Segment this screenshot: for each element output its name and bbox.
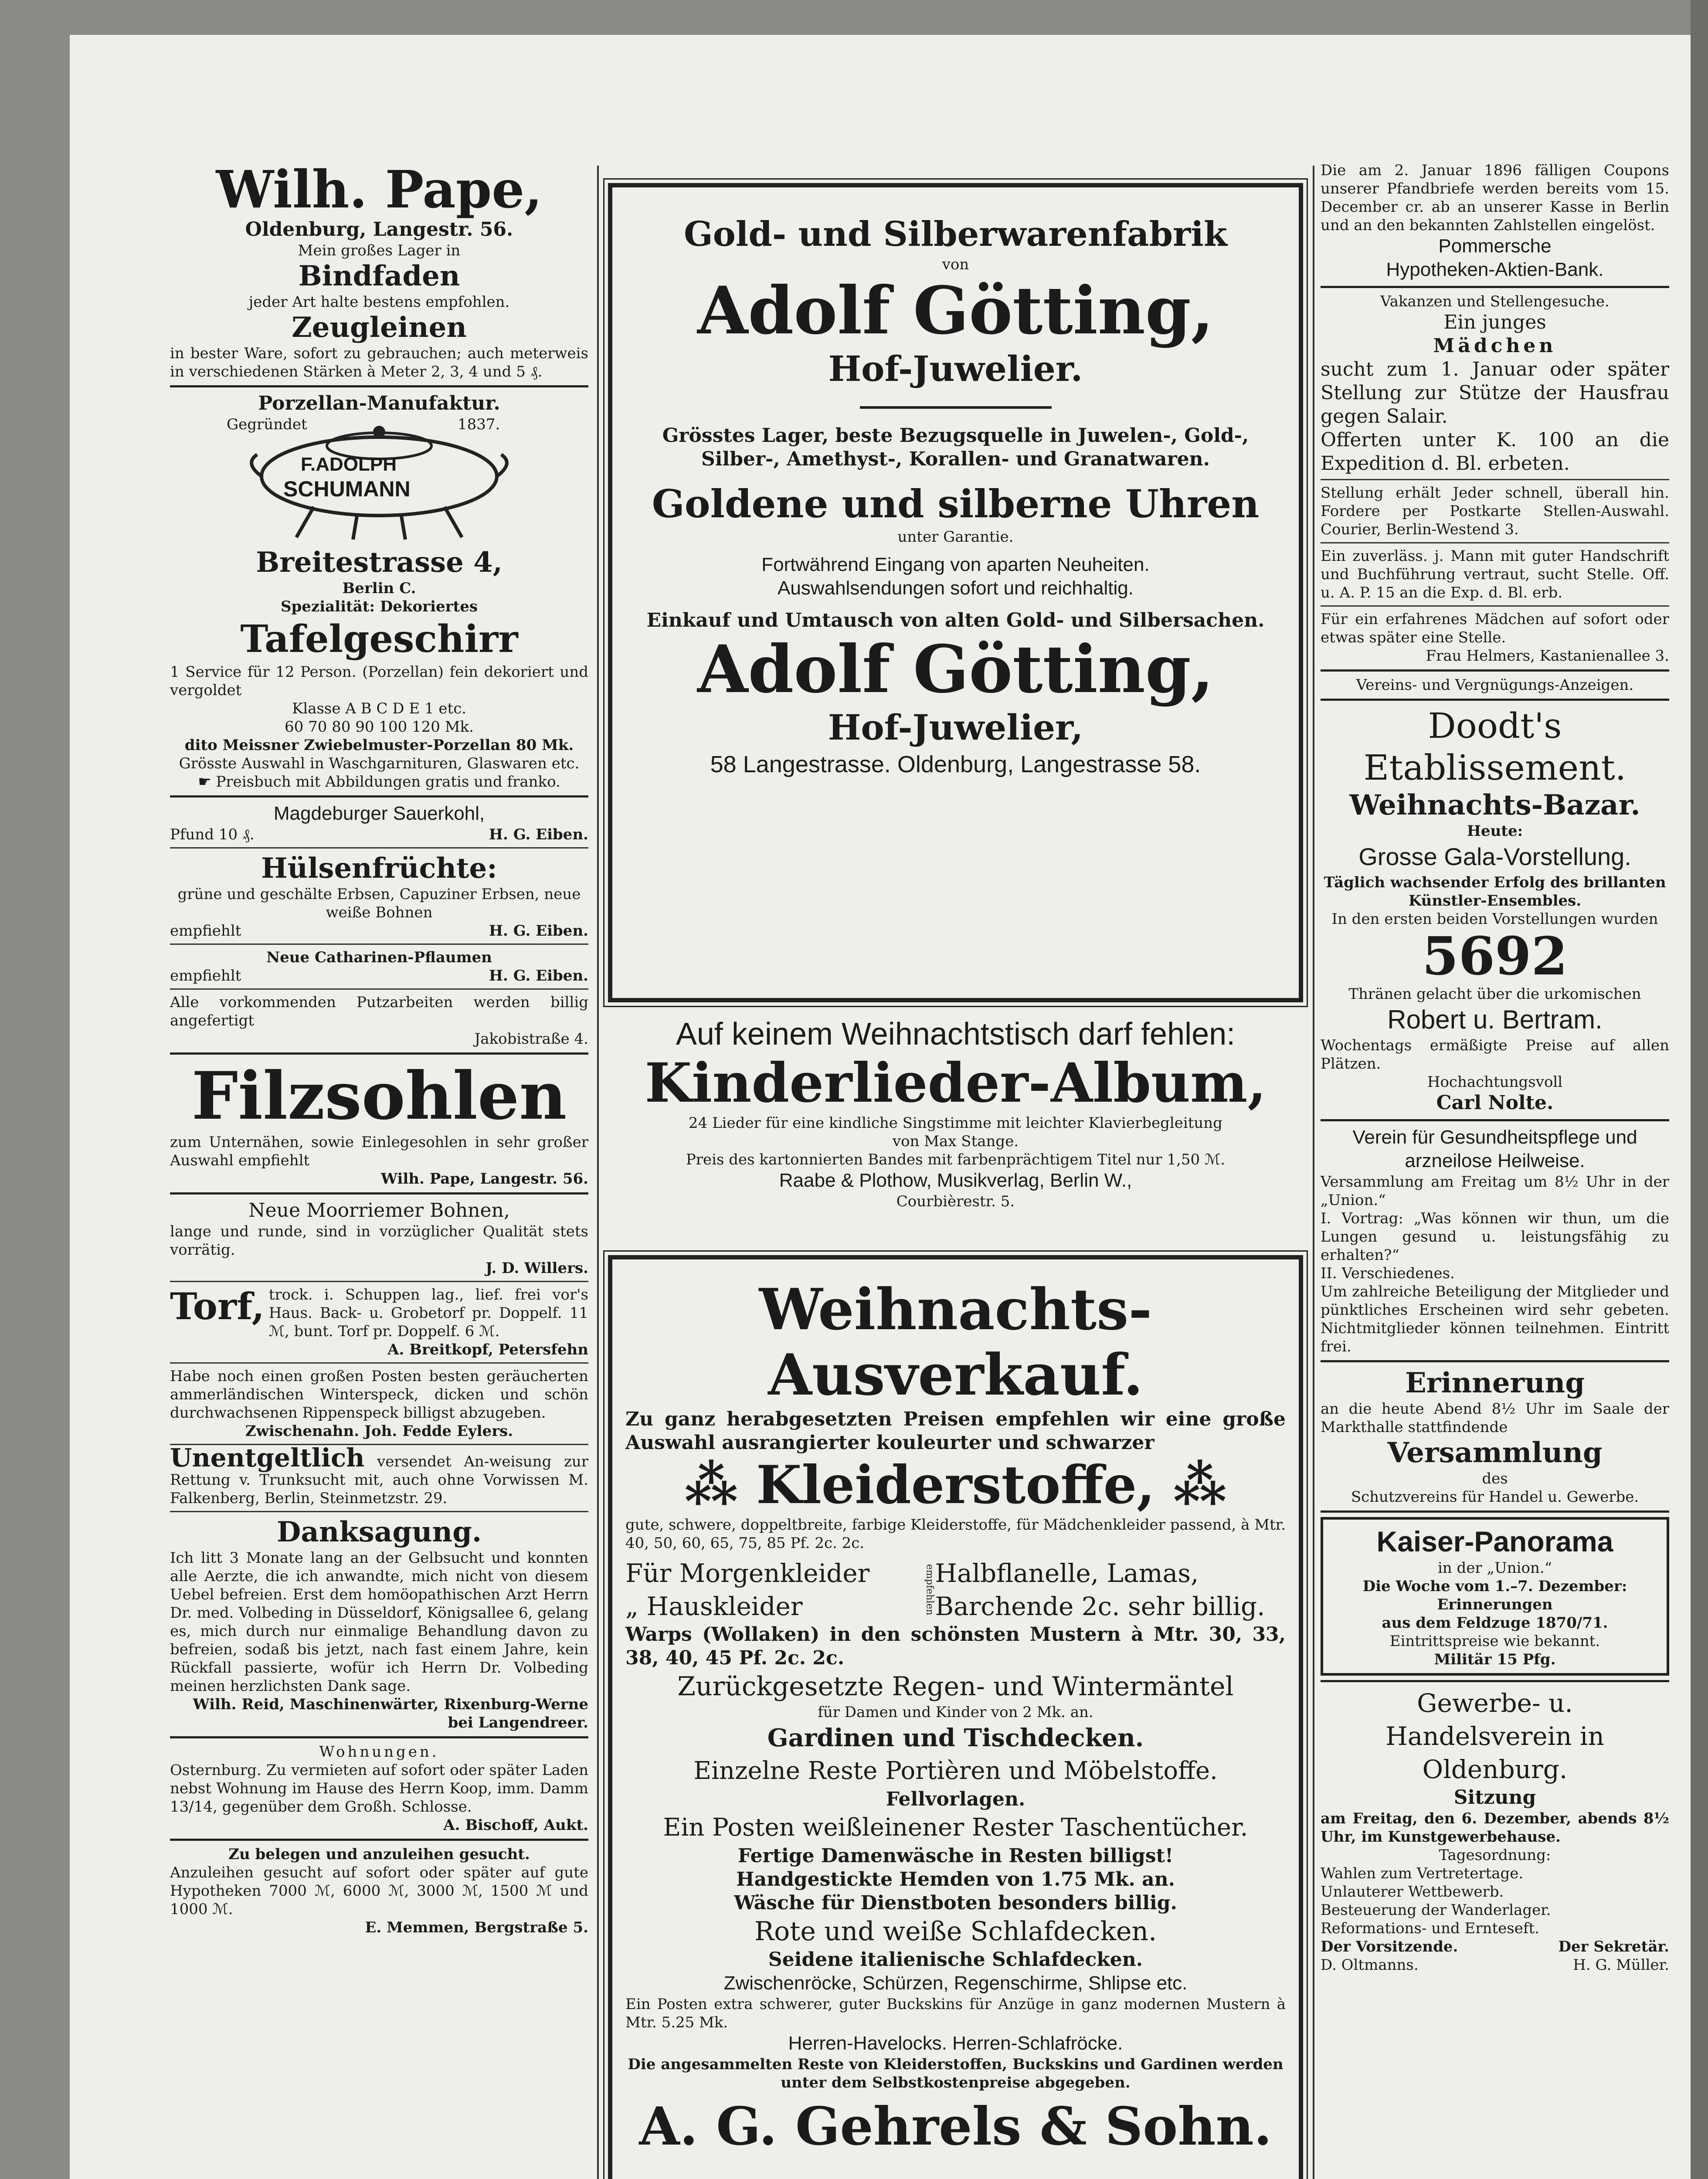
goetting-name: Adolf Götting,	[697, 631, 1214, 708]
trunk-text: versendet An-weisung zur Rettung v. Trunksucht mit, auch ohne Vorwissen M. Falkenberg, Berlin, Steinmetzstr. 29.	[170, 1453, 589, 1507]
kinder-publisher: Raabe & Plothow, Musikverlag, Berlin W.,	[779, 1170, 1132, 1191]
divider	[1321, 605, 1669, 607]
schumann-year: 1837.	[458, 416, 500, 433]
gewerbe-heading: Gewerbe- u. Handelsverein in Oldenburg.	[1385, 1688, 1604, 1784]
gewerbe-sign: H. G. Müller.	[1573, 1956, 1669, 1974]
putz-text: Alle vorkommenden Putzarbeiten werden billig angefertigt	[170, 994, 588, 1029]
schumann-text: Klasse A B C D E 1 etc.	[292, 700, 467, 717]
stellen-text: Für ein erfahrenes Mädchen auf sofort oder etwas später eine Stelle.	[1321, 611, 1669, 646]
eiben-name: H. G. Eiben.	[489, 922, 588, 940]
heil-heading: Verein für Gesundheitspflege und arzneilose Heilweise.	[1352, 1127, 1637, 1171]
schumann-text: Grösste Auswahl in Waschgarnituren, Glaswaren etc.	[179, 755, 580, 772]
kaiser-text: Militär 15 Pfg.	[1434, 1651, 1556, 1668]
bohnen-name: J. D. Willers.	[486, 1259, 588, 1277]
gehrels-text: Barchende 2c. sehr billig.	[935, 1592, 1265, 1621]
divider	[1321, 699, 1669, 701]
geld-text: Anzuleihen gesucht auf sofort oder später auf gute Hypotheken 7000 ℳ, 6000 ℳ, 3000 ℳ, 1500 ℳ und 1000 ℳ.	[170, 1864, 588, 1918]
filz-name: Wilh. Pape, Langestr. 56.	[380, 1170, 588, 1188]
ad-torf	[170, 1286, 588, 1341]
heil-text: Versammlung am Freitag um 8½ Uhr in der „Union.“	[1321, 1173, 1669, 1209]
filz-heading: Filzsohlen	[191, 1058, 567, 1134]
pape-bindfaden: Bindfaden	[298, 260, 460, 292]
gewerbe-sitzung: Sitzung	[1453, 1786, 1536, 1809]
divider	[170, 1362, 588, 1364]
gehrels-text: Ein Posten weißleinener Rester Taschentücher.	[663, 1813, 1248, 1842]
goetting-heading: Gold- und Silberwarenfabrik	[684, 214, 1227, 254]
pape-line: jeder Art halte bestens empfohlen.	[248, 293, 510, 311]
ad-gehrels	[608, 1255, 1303, 2179]
dank-heading: Danksagung.	[276, 1516, 482, 1548]
doodt-text: Hochachtungsvoll	[1427, 1073, 1563, 1091]
torf-name: A. Breitkopf, Petersfehn	[387, 1341, 588, 1358]
stellen-text: Mädchen	[1433, 335, 1557, 357]
doodt-name: Carl Nolte.	[1436, 1092, 1554, 1114]
pomm-heading: Hypotheken-Aktien-Bank.	[1386, 259, 1604, 280]
pape-address: Oldenburg, Langestr. 56.	[245, 218, 513, 241]
gehrels-text: Handgestickte Hemden von 1.75 Mk. an.	[736, 1868, 1175, 1891]
speck-text: Habe noch einen großen Posten besten geräucherten ammerländischen Winterspeck, dicken und schön durchwachsenen Rippenspeck billigst abzugeben.	[170, 1368, 588, 1422]
schumann-heading: Porzellan-Manufaktur.	[258, 392, 500, 414]
schumann-logo-text: SCHUMANN	[283, 477, 411, 501]
gehrels-text: Zwischenröcke, Schürzen, Regenschirme, Shlipse etc.	[723, 1972, 1188, 1994]
pointing-hand-icon: ☛	[198, 773, 216, 791]
eiben-name: H. G. Eiben.	[489, 826, 588, 843]
erin-text: Schutzvereins für Handel u. Gewerbe.	[1351, 1488, 1639, 1506]
gewerbe-sign: Der Sekretär.	[1558, 1938, 1669, 1955]
eiben-heading: Neue Catharinen-Pflaumen	[266, 949, 492, 966]
kaiser-text: aus dem Feldzuge 1870/71.	[1382, 1614, 1608, 1632]
eiben-line: grüne und geschälte Erbsen, Capuziner Erbsen, neue weiße Bohnen	[177, 886, 581, 921]
page-binding-edge	[1691, 0, 1708, 2179]
kinder-heading: Auf keinem Weihnachtstisch darf fehlen:	[676, 1017, 1236, 1052]
speck-name: Zwischenahn. Joh. Fedde Eylers.	[245, 1422, 513, 1440]
divider	[1321, 542, 1669, 543]
doodt-gala: Grosse Gala-Vorstellung.	[1358, 843, 1631, 870]
goetting-text: unter Garantie.	[897, 528, 1014, 546]
divider	[170, 1736, 588, 1738]
gehrels-text: Warps (Wollaken) in den schönsten Mustern à Mtr. 30, 33, 38, 40, 45 Pf. 2c. 2c.	[625, 1623, 1286, 1669]
eiben-heading: Hülsenfrüchte:	[261, 852, 497, 885]
ad-kaiser-panorama	[1321, 1517, 1669, 1676]
goetting-von: von	[942, 256, 969, 273]
torf-heading: Torf,	[170, 1285, 265, 1328]
divider	[170, 847, 588, 849]
gehrels-text: Halbflanelle, Lamas,	[935, 1558, 1199, 1588]
wohn-text: Osternburg. Zu vermieten auf sofort oder später Laden nebst Wohnung im Hause des Herrn Koop, imm. Damm 13/14, gegenüber dem Großh. Schlosse.	[170, 1762, 588, 1816]
divider	[1321, 1119, 1669, 1121]
schumann-founded: Gegründet	[227, 416, 307, 433]
stellen-text: sucht zum 1. Januar oder später Stellung zur Stütze der Hausfrau gegen Salair.	[1321, 358, 1669, 428]
doodt-text: Wochentags ermäßigte Preise auf allen Plätzen.	[1321, 1037, 1669, 1073]
doodt-bazar: Weihnachts-Bazar.	[1349, 789, 1640, 821]
trunk-heading: Unentgeltlich	[170, 1443, 365, 1473]
column-divider	[1313, 166, 1314, 2179]
wohn-name: A. Bischoff, Aukt.	[443, 1816, 588, 1834]
gewerbe-sign: Der Vorsitzende.	[1321, 1938, 1458, 1955]
gehrels-text: für Damen und Kinder von 2 Mk. an.	[818, 1704, 1093, 1721]
torf-text: trock. i. Schuppen lag., lief. frei vor's Haus. Back- u. Grobetorf pr. Doppelf. 11 ℳ, bunt. Torf pr. Doppelf. 6 ℳ.	[268, 1286, 588, 1340]
bohnen-text: lange und runde, sind in vorzüglicher Qualität stets vorrätig.	[170, 1223, 588, 1259]
gewerbe-sign: D. Oltmanns.	[1321, 1956, 1419, 1974]
goetting-text: Auswahlsendungen sofort und reichhaltig.	[778, 577, 1134, 599]
doodt-heading: Doodt's Etablissement.	[1363, 706, 1627, 788]
gehrels-text: empfehlen	[924, 1564, 935, 1616]
erin-text: an die heute Abend 8½ Uhr im Saale der Markthalle stattfindende	[1321, 1400, 1669, 1436]
gehrels-text: „ Hauskleider	[625, 1592, 803, 1621]
pape-zeugleinen: Zeugleinen	[292, 311, 467, 344]
goetting-uhren: Goldene und silberne Uhren	[652, 481, 1260, 526]
pape-text: in bester Ware, sofort zu gebrauchen; auch meterweis in verschiedenen Stärken à Meter 2, 3, 4 und 5 ₰.	[170, 345, 588, 380]
right-column	[1321, 161, 1669, 1974]
ornament-icon: ⁂	[684, 1454, 757, 1516]
stellen-text: Frau Helmers, Kastanienallee 3.	[1426, 647, 1669, 665]
stellen-text: Ein zuverläss. j. Mann mit guter Handschrift und Buchführung vertraut, sucht Stelle. Off. u. A. P. 15 an die Exp. d. Bl. erb.	[1321, 547, 1669, 601]
dank-name: Wilh. Reid, Maschinenwärter, Rixenburg-Werne bei Langendreer.	[193, 1696, 588, 1731]
divider	[1321, 669, 1669, 672]
goetting-name: Adolf Götting,	[697, 272, 1214, 349]
gehrels-text: Die angesammelten Reste von Kleiderstoffen, Buckskins und Gardinen werden unter dem Selbstkostenpreise abgegeben.	[628, 2056, 1284, 2091]
wohn-heading: Wohnungen.	[319, 1743, 439, 1761]
schumann-spec: Spezialität: Dekoriertes	[280, 598, 478, 615]
kinder-price: Preis des kartonnierten Bandes mit farbenprächtigem Titel nur 1,50 ℳ.	[686, 1151, 1226, 1168]
kinder-text: 24 Lieder für eine kindliche Singstimme mit leichter Klavierbegleitung	[689, 1114, 1222, 1132]
schumann-logo-text: F.ADOLPH	[301, 454, 397, 475]
stellen-text: Stellung erhält Jeder schnell, überall hin. Fordere per Postkarte Stellen-Auswahl. Courier, Berlin-Westend 3.	[1321, 484, 1669, 538]
schumann-tafelgeschirr: Tafelgeschirr	[240, 617, 518, 661]
gewerbe-text: Besteuerung der Wanderlager.	[1321, 1901, 1551, 1919]
goetting-subtitle: Hof-Juwelier.	[828, 348, 1083, 389]
goetting-text: Einkauf und Umtausch von alten Gold- und Silbersachen.	[646, 609, 1265, 631]
divider	[1321, 479, 1669, 480]
divider	[170, 1839, 588, 1841]
ad-pape	[170, 161, 588, 381]
gehrels-text: Ein Posten extra schwerer, guter Buckskins für Anzüge in ganz modernen Mustern à Mtr. 5.25 Mk.	[625, 1996, 1286, 2031]
geld-heading: Zu belegen und anzuleihen gesucht.	[228, 1846, 530, 1863]
gehrels-heading: Weihnachts-Ausverkauf.	[759, 1276, 1152, 1408]
gehrels-text: Rote und weiße Schlafdecken.	[754, 1916, 1157, 1947]
filz-text: zum Unternähen, sowie Einlegesohlen in sehr großer Auswahl empfiehlt	[170, 1134, 588, 1169]
schumann-text: dito Meissner Zwiebelmuster-Porzellan 80 Mk.	[184, 737, 574, 754]
pomm-text: Die am 2. Januar 1896 fälligen Coupons unserer Pfandbriefe werden bereits vom 15. December cr. ab an unserer Kasse in Berlin und an den bekannten Zahlstellen eingelöst.	[1321, 162, 1669, 234]
geld-name: E. Memmen, Bergstraße 5.	[365, 1919, 588, 1936]
putz-address: Jakobistraße 4.	[474, 1030, 588, 1048]
stellen-text: Ein junges	[1443, 311, 1546, 333]
kaiser-text: Eintrittspreise wie bekannt.	[1389, 1633, 1600, 1650]
gehrels-text: Einzelne Reste Portièren und Möbelstoffe.	[693, 1757, 1218, 1785]
eiben-line: Pfund 10 ₰.	[170, 826, 255, 843]
divider	[1321, 1510, 1669, 1513]
ad-goetting	[608, 183, 1303, 1002]
ornament-icon: ⁂	[1155, 1454, 1227, 1516]
gewerbe-text: Wahlen zum Vertretertage.	[1321, 1865, 1524, 1882]
kaiser-text: Die Woche vom 1.–7. Dezember:	[1362, 1578, 1627, 1595]
stellen-heading: Vakanzen und Stellengesuche.	[1380, 293, 1610, 310]
gewerbe-text: Reformations- und Ernteseft.	[1321, 1920, 1539, 1937]
eiben-heading: Magdeburger Sauerkohl,	[273, 803, 485, 824]
dank-text: Ich litt 3 Monate lang an der Gelbsucht und konnten alle Aerzte, die ich anwandte, mich nicht von diesem Uebel befreien. Erst dem homöopathischen Arzt Herrn Dr. med. Volbeding in Düsseldorf, Königsallee 6, gelang es, mich durch nur einmalige Behandlung davon zu befreien, sodaß bis jetzt, nach fast einem Jahre, kein Rückfall passierte, wofür ich Herrn Dr. Volbeding meinen herzlichsten Dank sage.	[170, 1549, 588, 1695]
divider	[170, 1281, 588, 1282]
schumann-logo-area	[170, 415, 588, 546]
heil-text: I. Vortrag: „Was können wir thun, um die Lungen gesund u. leistungsfähig zu erhalten?“	[1321, 1210, 1669, 1264]
eiben-line: empfiehlt	[170, 922, 241, 940]
doodt-number: 5692	[1422, 926, 1568, 987]
kaiser-heading: Kaiser-Panorama	[1376, 1525, 1613, 1558]
gehrels-text: Herren-Havelocks. Herren-Schlafröcke.	[788, 2033, 1123, 2054]
divider	[170, 795, 588, 798]
gehrels-text: Wäsche für Dienstboten besonders billig.	[734, 1892, 1177, 1914]
vereins-heading: Vereins- und Vergnügungs-Anzeigen.	[1356, 676, 1634, 694]
eiben-line: empfiehlt	[170, 967, 241, 984]
divider	[170, 1052, 588, 1055]
erin-heading: Erinnerung	[1405, 1367, 1585, 1399]
divider	[170, 944, 588, 945]
heil-text: II. Verschiedenes.	[1321, 1265, 1455, 1282]
gehrels-text: Zurückgesetzte Regen- und Wintermäntel	[677, 1671, 1234, 1702]
ad-kinderlieder	[608, 1015, 1303, 1211]
divider	[1321, 1360, 1669, 1362]
goetting-subtitle: Hof-Juwelier,	[828, 707, 1083, 748]
gehrels-kleider-row	[625, 1557, 1286, 1623]
doodt-artists: Robert u. Bertram.	[1387, 1005, 1603, 1034]
doodt-text: In den ersten beiden Vorstellungen wurden	[1331, 910, 1658, 928]
divider	[1321, 1680, 1669, 1682]
gehrels-kleiderstoffe: Kleiderstoffe,	[756, 1454, 1155, 1516]
ornament-divider	[630, 403, 1281, 411]
gehrels-text: Seidene italienische Schlafdecken.	[768, 1948, 1143, 1971]
ad-eiben	[170, 802, 588, 985]
divider	[1321, 286, 1669, 288]
divider	[170, 1192, 588, 1195]
left-column	[170, 161, 588, 1937]
kaiser-text: in der „Union.“	[1437, 1559, 1552, 1577]
bohnen-heading: Neue Moorriemer Bohnen,	[248, 1199, 510, 1222]
gehrels-firm: A. G. Gehrels & Sohn.	[639, 2096, 1272, 2157]
schumann-city: Berlin C.	[342, 580, 416, 597]
schumann-address: Breitestrasse 4,	[256, 546, 503, 579]
kinder-address: Courbièrestr. 5.	[896, 1193, 1015, 1210]
goetting-text: Grösstes Lager, beste Bezugsquelle in Juwelen-, Gold-, Silber-, Amethyst-, Korallen- und Granatwaren.	[662, 424, 1249, 470]
gehrels-text: Fellvorlagen.	[886, 1788, 1025, 1810]
heil-text: Um zahlreiche Beteiligung der Mitglieder und pünktliches Erscheinen wird sehr gebeten. Nichtmitglieder können teilnehmen. Eintritt frei.	[1321, 1283, 1669, 1355]
divider	[170, 988, 588, 990]
schumann-prices: 60 70 80 90 100 120 Mk.	[285, 718, 474, 736]
erin-heading: Versammlung	[1387, 1436, 1603, 1469]
column-divider	[597, 166, 599, 2179]
kinder-text: von Max Stange.	[892, 1133, 1019, 1150]
schumann-text: Preisbuch mit Abbildungen gratis und franko.	[216, 773, 560, 791]
pomm-heading: Pommersche	[1438, 235, 1552, 257]
doodt-text: Thränen gelacht über die urkomischen	[1348, 985, 1641, 1003]
goetting-address: 58 Langestrasse. Oldenburg, Langestrasse 58.	[710, 751, 1201, 777]
pape-name: Wilh. Pape,	[216, 159, 543, 220]
pape-line: Mein großes Lager in	[298, 242, 461, 259]
kinder-title: Kinderlieder-Album,	[645, 1052, 1267, 1115]
gehrels-text: Fertige Damenwäsche in Resten billigst!	[737, 1845, 1174, 1867]
ad-schumann	[170, 392, 588, 791]
kaiser-text: Erinnerungen	[1437, 1596, 1553, 1613]
gehrels-text: Zu ganz herabgesetzten Preisen empfehlen wir eine große Auswahl ausrangierter kouleurter und schwarzer	[625, 1408, 1286, 1454]
gewerbe-text: Unlauterer Wettbewerb.	[1321, 1883, 1504, 1901]
stellen-text: Offerten unter K. 100 an die Expedition d. Bl. erbeten.	[1321, 429, 1669, 475]
gewerbe-text: am Freitag, den 6. Dezember, abends 8½ Uhr, im Kunstgewerbehause.	[1321, 1810, 1669, 1846]
gehrels-text: Für Morgenkleider	[625, 1558, 870, 1588]
erin-text: des	[1482, 1470, 1508, 1487]
divider	[170, 1511, 588, 1512]
gehrels-text: gute, schwere, doppeltbreite, farbige Kleiderstoffe, für Mädchenkleider passend, à Mtr. 40, 50, 60, 65, 75, 85 Pf. 2c. 2c.	[625, 1516, 1286, 1552]
schumann-text: 1 Service für 12 Person. (Porzellan) fein dekoriert und vergoldet	[170, 663, 588, 699]
gewerbe-text: Tagesordnung:	[1439, 1846, 1551, 1864]
gehrels-text: Gardinen und Tischdecken.	[767, 1724, 1144, 1752]
goetting-text: Fortwährend Eingang von aparten Neuheiten.	[761, 554, 1150, 575]
doodt-today: Heute:	[1467, 822, 1523, 840]
doodt-text: Täglich wachsender Erfolg des brillanten Künstler-Ensembles.	[1324, 874, 1666, 910]
divider	[170, 385, 588, 387]
eiben-name: H. G. Eiben.	[489, 967, 588, 984]
